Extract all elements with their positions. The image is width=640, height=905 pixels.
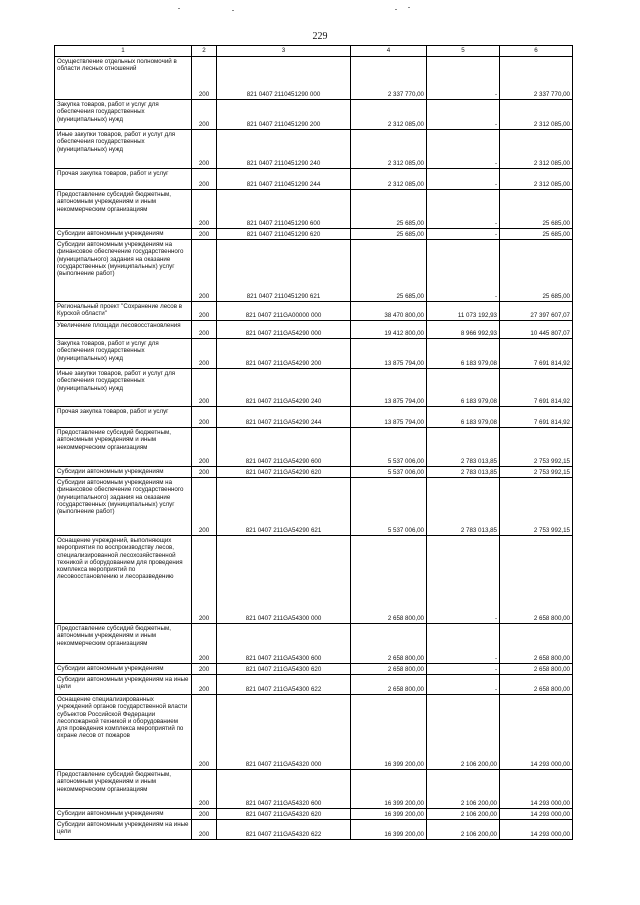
row-name: Оснащение специализированных учреждений органов государственной власти субъектов Российской Федерации лесопожарной техникой и оборудованием для проведения комплекса мероприятий по охране лесов от пожаров <box>55 695 192 770</box>
row-approved: 2 658 800,00 <box>351 675 427 695</box>
table-row <box>55 130 573 169</box>
row-budget-code: 821 0407 211GA54300 620 <box>217 664 351 675</box>
row-name: Субсидии автономным учреждениям <box>55 664 192 675</box>
row-name: Прочая закупка товаров, работ и услуг <box>55 169 192 190</box>
row-budget-code: 821 0407 2110451290 600 <box>217 190 351 229</box>
row-approved: 2 658 800,00 <box>351 664 427 675</box>
row-name: Региональный проект "Сохранение лесов в Курской области" <box>55 302 192 321</box>
row-unexecuted: 25 685,00 <box>500 190 573 229</box>
row-unexecuted: 25 685,00 <box>500 229 573 240</box>
row-executed: 2 106 200,00 <box>427 695 500 770</box>
row-budget-code: 821 0407 2110451290 000 <box>217 57 351 100</box>
row-executed: 2 783 013,85 <box>427 467 500 478</box>
row-unexecuted: 7 691 814,92 <box>500 369 573 407</box>
row-executed: 6 183 979,08 <box>427 407 500 428</box>
row-approved: 16 399 200,00 <box>351 809 427 820</box>
row-name: Закупка товаров, работ и услуг для обеспечения государственных (муниципальных) нужд <box>55 100 192 130</box>
row-executed: - <box>427 536 500 624</box>
row-approved: 16 399 200,00 <box>351 820 427 840</box>
row-name: Иные закупки товаров, работ и услуг для обеспечения государственных (муниципальных) нужд <box>55 369 192 407</box>
page-number: 229 <box>312 31 328 42</box>
row-line-code: 200 <box>192 339 217 369</box>
row-line-code: 200 <box>192 675 217 695</box>
row-unexecuted: 2 312 085,00 <box>500 169 573 190</box>
table-row <box>55 428 573 467</box>
row-approved: 13 875 794,00 <box>351 369 427 407</box>
row-name: Прочая закупка товаров, работ и услуг <box>55 407 192 428</box>
table-row <box>55 369 573 407</box>
row-unexecuted: 2 337 770,00 <box>500 57 573 100</box>
row-budget-code: 821 0407 211GA54290 244 <box>217 407 351 428</box>
row-approved: 16 399 200,00 <box>351 695 427 770</box>
row-executed: - <box>427 169 500 190</box>
row-name: Предоставление субсидий бюджетным, автономным учреждениям и иным некоммерческим организациям <box>55 190 192 229</box>
row-approved: 2 312 085,00 <box>351 169 427 190</box>
row-unexecuted: 14 293 000,00 <box>500 695 573 770</box>
row-line-code: 200 <box>192 467 217 478</box>
row-budget-code: 821 0407 211GA54290 200 <box>217 339 351 369</box>
row-executed: - <box>427 675 500 695</box>
row-unexecuted: 2 753 992,15 <box>500 467 573 478</box>
row-line-code: 200 <box>192 229 217 240</box>
row-unexecuted: 2 312 085,00 <box>500 100 573 130</box>
table-row <box>55 57 573 100</box>
table-row <box>55 467 573 478</box>
row-approved: 2 312 085,00 <box>351 100 427 130</box>
table-row <box>55 664 573 675</box>
row-budget-code: 821 0407 211GA54290 240 <box>217 369 351 407</box>
row-budget-code: 821 0407 211GA54320 000 <box>217 695 351 770</box>
table-row <box>55 169 573 190</box>
row-executed: - <box>427 100 500 130</box>
row-executed: 2 783 013,85 <box>427 478 500 536</box>
budget-table <box>54 45 573 840</box>
scan-speck <box>178 8 180 9</box>
row-name: Закупка товаров, работ и услуг для обеспечения государственных (муниципальных) нужд <box>55 339 192 369</box>
row-budget-code: 821 0407 211GA54320 620 <box>217 809 351 820</box>
row-line-code: 200 <box>192 664 217 675</box>
row-name: Предоставление субсидий бюджетным, автономным учреждениям и иным некоммерческим организациям <box>55 428 192 467</box>
row-line-code: 200 <box>192 536 217 624</box>
row-line-code: 200 <box>192 369 217 407</box>
row-line-code: 200 <box>192 820 217 840</box>
row-unexecuted: 14 293 000,00 <box>500 820 573 840</box>
row-name: Субсидии автономным учреждениям на иные цели <box>55 820 192 840</box>
header-col-1: 1 <box>55 46 192 57</box>
row-unexecuted: 2 658 800,00 <box>500 664 573 675</box>
row-line-code: 200 <box>192 57 217 100</box>
row-approved: 13 875 794,00 <box>351 339 427 369</box>
row-budget-code: 821 0407 211GA54290 000 <box>217 321 351 339</box>
row-approved: 13 875 794,00 <box>351 407 427 428</box>
row-line-code: 200 <box>192 100 217 130</box>
row-budget-code: 821 0407 211GA54320 622 <box>217 820 351 840</box>
row-executed: - <box>427 190 500 229</box>
row-name: Увеличение площади лесовосстановления <box>55 321 192 339</box>
row-unexecuted: 2 658 800,00 <box>500 675 573 695</box>
row-budget-code: 821 0407 211GA00000 000 <box>217 302 351 321</box>
table-row <box>55 190 573 229</box>
table-row <box>55 478 573 536</box>
row-executed: 2 106 200,00 <box>427 809 500 820</box>
row-executed: - <box>427 130 500 169</box>
table-row <box>55 100 573 130</box>
row-unexecuted: 2 658 800,00 <box>500 624 573 664</box>
row-name: Субсидии автономным учреждениям <box>55 809 192 820</box>
row-executed: 6 183 979,08 <box>427 339 500 369</box>
row-unexecuted: 14 293 000,00 <box>500 770 573 809</box>
row-approved: 2 658 800,00 <box>351 536 427 624</box>
row-line-code: 200 <box>192 478 217 536</box>
row-approved: 2 312 085,00 <box>351 130 427 169</box>
row-name: Иные закупки товаров, работ и услуг для обеспечения государственных (муниципальных) нужд <box>55 130 192 169</box>
table-row <box>55 229 573 240</box>
row-budget-code: 821 0407 211GA54300 000 <box>217 536 351 624</box>
row-executed: 8 966 992,93 <box>427 321 500 339</box>
row-line-code: 200 <box>192 809 217 820</box>
row-line-code: 200 <box>192 321 217 339</box>
row-line-code: 200 <box>192 240 217 302</box>
header-col-2: 2 <box>192 46 217 57</box>
row-approved: 25 685,00 <box>351 229 427 240</box>
row-budget-code: 821 0407 2110451290 240 <box>217 130 351 169</box>
row-unexecuted: 2 753 992,15 <box>500 478 573 536</box>
row-budget-code: 821 0407 211GA54300 622 <box>217 675 351 695</box>
table-row <box>55 809 573 820</box>
row-name: Оснащение учреждений, выполняющих мероприятия по воспроизводству лесов, специализированной лесохозяйственной техникой и оборудованием для проведения комплекса мероприятий по лесовосстановлению и лесоразведению <box>55 536 192 624</box>
row-line-code: 200 <box>192 130 217 169</box>
table-row <box>55 770 573 809</box>
row-executed: - <box>427 624 500 664</box>
row-executed: 11 073 192,93 <box>427 302 500 321</box>
row-approved: 2 337 770,00 <box>351 57 427 100</box>
row-approved: 25 685,00 <box>351 240 427 302</box>
table-row <box>55 240 573 302</box>
row-unexecuted: 7 691 814,92 <box>500 407 573 428</box>
row-executed: - <box>427 57 500 100</box>
row-name: Субсидии автономным учреждениям <box>55 229 192 240</box>
row-approved: 25 685,00 <box>351 190 427 229</box>
row-budget-code: 821 0407 2110451290 620 <box>217 229 351 240</box>
row-unexecuted: 7 691 814,92 <box>500 339 573 369</box>
header-col-5: 5 <box>427 46 500 57</box>
row-unexecuted: 10 445 807,07 <box>500 321 573 339</box>
row-unexecuted: 2 753 992,15 <box>500 428 573 467</box>
table-row <box>55 624 573 664</box>
row-budget-code: 821 0407 2110451290 244 <box>217 169 351 190</box>
row-executed: 2 106 200,00 <box>427 770 500 809</box>
row-name: Субсидии автономным учреждениям <box>55 467 192 478</box>
row-line-code: 200 <box>192 169 217 190</box>
row-executed: 6 183 979,08 <box>427 369 500 407</box>
row-name: Осуществление отдельных полномочий в области лесных отношений <box>55 57 192 100</box>
row-line-code: 200 <box>192 428 217 467</box>
row-budget-code: 821 0407 211GA54300 600 <box>217 624 351 664</box>
row-executed: - <box>427 229 500 240</box>
table-row <box>55 536 573 624</box>
row-budget-code: 821 0407 211GA54290 620 <box>217 467 351 478</box>
row-approved: 19 412 800,00 <box>351 321 427 339</box>
row-name: Субсидии автономным учреждениям на иные цели <box>55 675 192 695</box>
row-unexecuted: 14 293 000,00 <box>500 809 573 820</box>
table-row <box>55 407 573 428</box>
table-row <box>55 302 573 321</box>
row-executed: - <box>427 240 500 302</box>
row-executed: 2 106 200,00 <box>427 820 500 840</box>
row-line-code: 200 <box>192 407 217 428</box>
table-row <box>55 820 573 840</box>
row-approved: 5 537 006,00 <box>351 467 427 478</box>
row-line-code: 200 <box>192 302 217 321</box>
table-row <box>55 675 573 695</box>
row-line-code: 200 <box>192 770 217 809</box>
row-approved: 5 537 006,00 <box>351 478 427 536</box>
row-approved: 2 658 800,00 <box>351 624 427 664</box>
row-name: Субсидии автономным учреждениям на финансовое обеспечение государственного (муниципального) задания на оказание государственных (муниципальных) услуг (выполнение работ) <box>55 240 192 302</box>
row-budget-code: 821 0407 211GA54290 600 <box>217 428 351 467</box>
header-col-4: 4 <box>351 46 427 57</box>
row-budget-code: 821 0407 211GA54320 600 <box>217 770 351 809</box>
header-col-3: 3 <box>217 46 351 57</box>
row-line-code: 200 <box>192 624 217 664</box>
scan-speck <box>408 7 410 8</box>
row-budget-code: 821 0407 211GA54290 621 <box>217 478 351 536</box>
row-name: Предоставление субсидий бюджетным, автономным учреждениям и иным некоммерческим организациям <box>55 624 192 664</box>
row-line-code: 200 <box>192 190 217 229</box>
row-line-code: 200 <box>192 695 217 770</box>
row-budget-code: 821 0407 2110451290 200 <box>217 100 351 130</box>
scan-speck <box>395 9 397 10</box>
row-unexecuted: 25 685,00 <box>500 240 573 302</box>
scan-speck <box>232 10 234 11</box>
row-approved: 16 399 200,00 <box>351 770 427 809</box>
row-approved: 38 470 800,00 <box>351 302 427 321</box>
row-approved: 5 537 006,00 <box>351 428 427 467</box>
row-name: Предоставление субсидий бюджетным, автономным учреждениям и иным некоммерческим организациям <box>55 770 192 809</box>
row-executed: - <box>427 664 500 675</box>
header-col-6: 6 <box>500 46 573 57</box>
row-unexecuted: 2 312 085,00 <box>500 130 573 169</box>
header-row <box>55 46 573 57</box>
row-unexecuted: 27 397 607,07 <box>500 302 573 321</box>
row-executed: 2 783 013,85 <box>427 428 500 467</box>
table-row <box>55 695 573 770</box>
row-budget-code: 821 0407 2110451290 621 <box>217 240 351 302</box>
row-name: Субсидии автономным учреждениям на финансовое обеспечение государственного (муниципального) задания на оказание государственных (муниципальных) услуг (выполнение работ) <box>55 478 192 536</box>
table-row <box>55 339 573 369</box>
table-row <box>55 321 573 339</box>
row-unexecuted: 2 658 800,00 <box>500 536 573 624</box>
